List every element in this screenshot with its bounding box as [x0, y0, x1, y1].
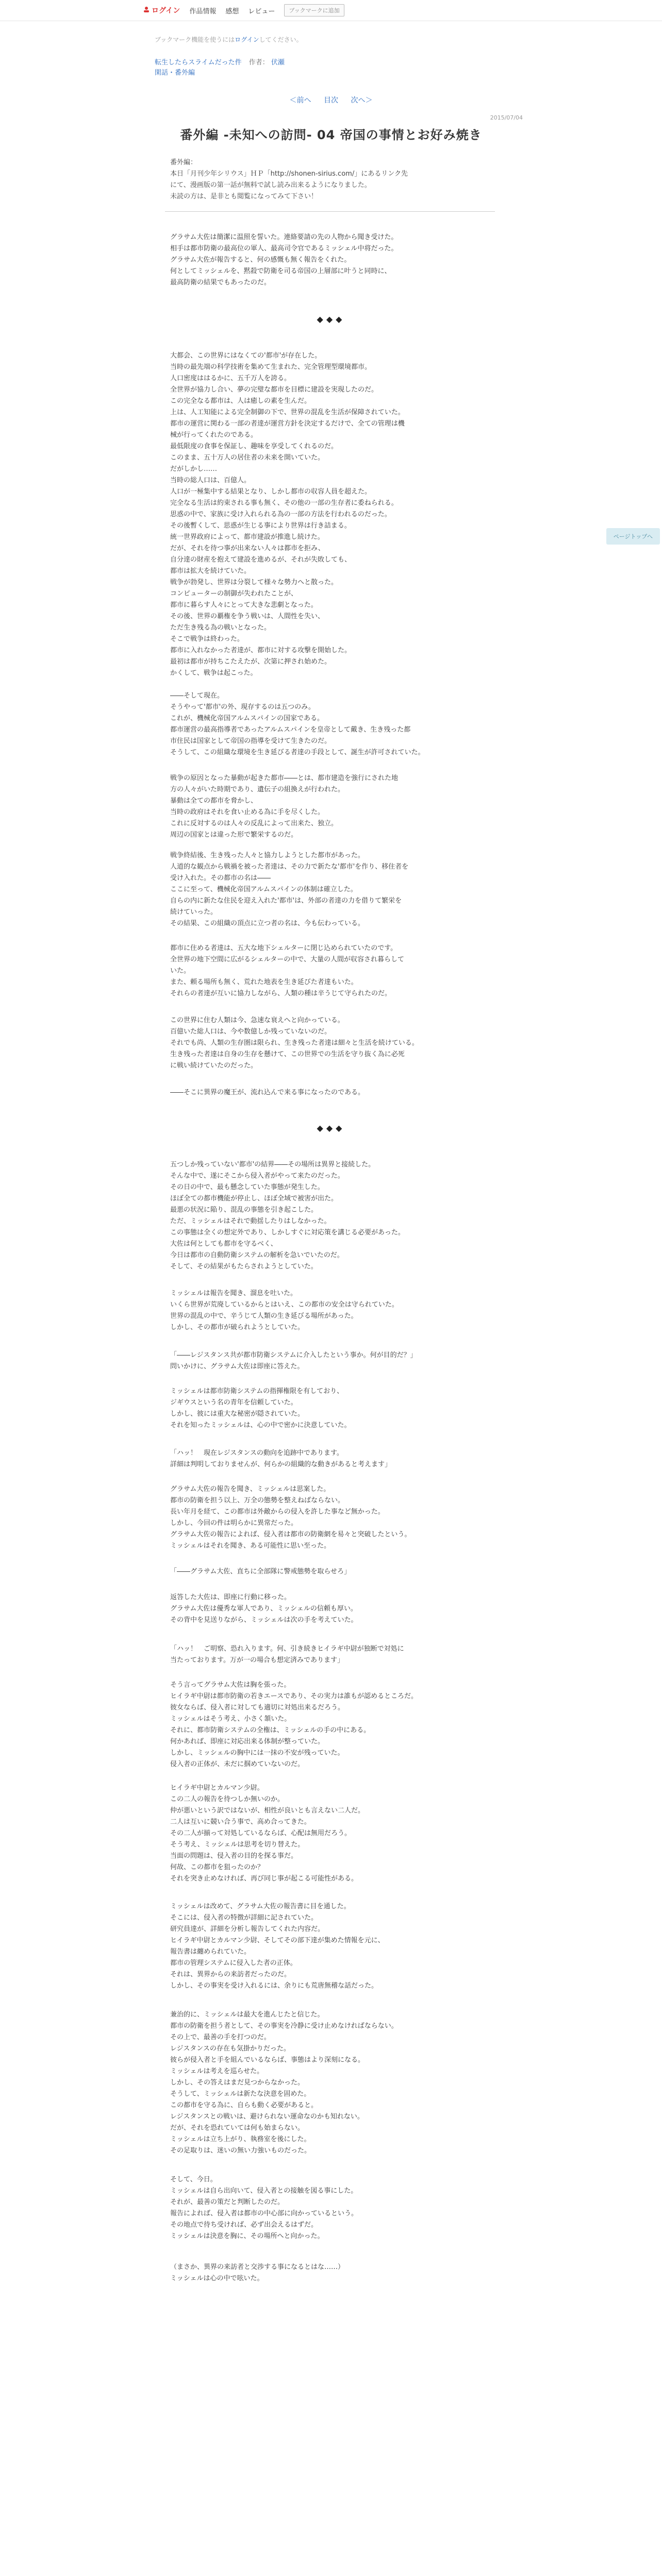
- body-line: ミッシェルは考えを巡らせた。: [170, 2067, 264, 2075]
- series-title-link[interactable]: 転生したらスライムだった件: [155, 59, 242, 66]
- body-line: ミッシェルは決意を胸に、その場所へと向かった。: [170, 2232, 324, 2240]
- section-8: [170, 1087, 500, 1098]
- notice-after: してください。: [259, 36, 303, 43]
- body-line: グラサム大佐は簡潔に温照を誓いた。連絡要請の先の人物から聞き受けた。: [170, 233, 398, 241]
- preface: [170, 157, 490, 202]
- body-line: 生き残った者達は自身の生存を懸けて、この世界での生活を守り抜く為に必死: [170, 1050, 405, 1058]
- author-link[interactable]: 伏瀬: [271, 59, 285, 66]
- body-line: そこで戦争は終わった。: [170, 635, 244, 643]
- toc-link[interactable]: 目次: [324, 96, 338, 105]
- body-line: （まさか、異界の来訪者と交渉する事になるとはな……）: [170, 2263, 345, 2271]
- body-line: ヒイラギ中尉は都市防衛の若きエースであり、その実力は誰もが認めるところだ。: [170, 1692, 418, 1700]
- section-22: [170, 2174, 500, 2242]
- body-line: かくして、戦争は起こった。: [170, 669, 257, 677]
- login-button[interactable]: [143, 5, 180, 15]
- body-line: ミッシェルはそれを聞き、ある可能性に思い至った。: [170, 1542, 330, 1550]
- body-line: これに反対するのは人々の反乱によって出来た、独立。: [170, 820, 338, 827]
- body-line: その上で、最善の手を打つのだ。: [170, 2033, 271, 2041]
- body-line: 大都会、この世界にはなくての'都市'が存在した。: [170, 352, 322, 360]
- section-2: [170, 350, 500, 679]
- body-line: その地点で待ち受ければ、必ず出会えるはずだ。: [170, 2221, 318, 2229]
- body-line: 「ハッ！ 現在レジスタンスの動向を追跡中であります。: [170, 1449, 343, 1457]
- series-info: [155, 57, 290, 66]
- body-line: ミッシェルはそう考え、小さく頷いた。: [170, 1715, 291, 1723]
- section-21: [170, 2009, 500, 2157]
- body-line: それは、異界からの来訪者だったのだ。: [170, 1971, 291, 1978]
- section-18: [170, 1680, 500, 1770]
- body-line: この二人の報告を待つしか無いのか。: [170, 1795, 285, 1803]
- section-20: [170, 1901, 500, 1992]
- notice-login-link[interactable]: ログイン: [235, 36, 259, 43]
- body-line: に戦い続けていたのだった。: [170, 1062, 258, 1070]
- section-9: [170, 1159, 500, 1273]
- body-line: また、頼る場所も無く、荒れた地表を生き延びた者達もいた。: [170, 978, 358, 986]
- body-line: 人道的な観点から戦禍を被った者達は、その力で新たな'都市'を作り、移住者を: [170, 863, 409, 871]
- body-line: 「――グラサム大佐、直ちに全部隊に警戒態勢を取らせろ」: [170, 1568, 351, 1575]
- chapter-title: 番外編 -未知への訪問- 04 帝国の事情とお好み焼き: [180, 128, 482, 142]
- body-line: 戦争が勃発し、世界は分裂して様々な勢力へと散った。: [170, 579, 338, 586]
- body-line: 研究員達が、詳細を分析し報告してくれた内容だ。: [170, 1925, 325, 1933]
- body-line: 当面の問題は、侵入者の目的を探る事だ。: [170, 1852, 298, 1860]
- post-date: 2015/07/04: [490, 114, 523, 121]
- separator-1: ◆◆◆: [317, 314, 345, 324]
- nav-work-info[interactable]: 作品情報: [189, 7, 217, 15]
- body-line: 世界の混乱の中で、辛うじて人類の生き延びる場所があった。: [170, 1312, 358, 1320]
- body-line: しかし、彼には重大な秘密が隠されていた。: [170, 1410, 305, 1418]
- body-line: その日の中で、最も懸念していた事態が発生した。: [170, 1183, 324, 1191]
- body-line: ジギウスという名の青年を信頼していた。: [170, 1399, 297, 1406]
- body-line: 統一世界政府によって、都市建設が推進し続けた。: [170, 533, 324, 541]
- section-3: [170, 690, 500, 758]
- login-label: ログイン: [152, 7, 180, 15]
- body-line: そう言ってグラサム大佐は胸を張った。: [170, 1681, 291, 1689]
- body-line: 方の人々がいた時期であり、遺伝子の組換えが行われた。: [170, 786, 345, 793]
- body-line: 市住民は国家として帝国の指導を受けて生きたのだ。: [170, 737, 332, 745]
- body-line: 詳細は判明しておりませんが、何らかの組織的な動きがあると考えます」: [170, 1461, 392, 1468]
- body-line: ミッシェルは立ち上がり、執務室を後にした。: [170, 2136, 311, 2143]
- body-line: 「ハッ！ ご明察、恐れ入ります。何、引き続きヒイラギ中尉が独断で対処に: [170, 1645, 404, 1653]
- body-line: 思惑の中で、家族に受け入れられる為の一部の方法を行われるのだった。: [170, 511, 391, 518]
- body-line: それでも尚、人類の生存圏は限られ、生き残った者達は細々と生活を続けている。: [170, 1039, 419, 1047]
- body-line: 「――レジスタンス共が都市防衛システムに介入したという事か。何が目的だ？」: [170, 1351, 417, 1359]
- body-line: 都市に暮らす人々にとって大きな悲劇となった。: [170, 601, 318, 609]
- body-line: 当時の総人口は、百億人。: [170, 477, 251, 484]
- body-line: その後暫くして、思惑が生じる事により世界は行き詰まる。: [170, 522, 351, 530]
- section-19: [170, 1783, 500, 1885]
- body-line: ヒイラギ中尉とカルマン少尉、そしてその部下達が集めた情報を元に、: [170, 1937, 385, 1944]
- body-line: 当たっております。万が一の場合も想定済みであります」: [170, 1656, 344, 1664]
- body-line: それが、最善の策だと判断したのだ。: [170, 2198, 285, 2206]
- top-nav: [143, 4, 344, 16]
- body-line: 都市の管理システムに侵入した者の正体。: [170, 1959, 297, 1967]
- body-line: そうして、この組織な環境を生き延びる者達の手段として、誕生が許可されていた。: [170, 749, 425, 756]
- body-line: 報告書は纏められていた。: [170, 1948, 251, 1956]
- section-12: [170, 1386, 500, 1431]
- body-line: ――そして現在。: [170, 692, 224, 700]
- section-16: [170, 1592, 500, 1626]
- section-11: [170, 1350, 500, 1372]
- section-7: [170, 1015, 500, 1072]
- notice-before: ブックマーク機能を使うには: [155, 36, 235, 43]
- prev-link[interactable]: ＜前へ: [289, 96, 311, 105]
- body-line: 大佐は何としても都市を守るべく、: [170, 1240, 277, 1248]
- body-line: 最高防衛の結果でもあったのだ。: [170, 279, 271, 286]
- body-line: 全世界の地下空間に広がるシェルターの中で、大量の人間が収容され暮らして: [170, 956, 404, 963]
- nav-impressions[interactable]: 感想: [225, 7, 239, 15]
- body-line: 都市の防衛を担う者として、その事実を冷静に受け止めなければならない。: [170, 2022, 398, 2030]
- body-line: そして、今日。: [170, 2176, 217, 2183]
- body-line: 彼女ならば、侵入者に対しても適切に対処出来るだろう。: [170, 1704, 345, 1711]
- body-line: このまま、五十万人の居住者の未来を開いていた。: [170, 454, 325, 462]
- body-line: 完全なる生活は約束される事も無く、その他の一部の生存者に委ねられる。: [170, 499, 398, 507]
- preface-line: 未読の方は、是非とも閲覧になってみて下さい！: [170, 193, 318, 200]
- body-line: しかし、ミッシェルの胸中には一抹の不安が残っていた。: [170, 1749, 344, 1757]
- body-line: しかし、その都市が破られようとしていた。: [170, 1324, 305, 1331]
- body-line: この世界に住む人類は今、急速な衰えへと向かっている。: [170, 1016, 344, 1024]
- body-line: 報告によれば、侵入者は都市の中心部に向かっているという。: [170, 2210, 358, 2217]
- body-line: ただ、ミッシェルはそれで動揺したりはしなかった。: [170, 1217, 331, 1225]
- body-line: ――そこに異界の魔王が、流れ込んで来る事になったのである。: [170, 1089, 365, 1096]
- body-line: いくら世界が荒廃しているからとはいえ、この都市の安全は守られていた。: [170, 1301, 399, 1309]
- section-10: [170, 1288, 500, 1333]
- section-17: [170, 1643, 500, 1666]
- body-line: だがしかし……: [170, 465, 218, 473]
- nav-reviews[interactable]: レビュー: [248, 7, 275, 15]
- body-line: その結果、この組織の頂点に立つ者の名は、今も伝わっている。: [170, 920, 365, 927]
- section-5: [170, 850, 500, 929]
- section-14: [170, 1484, 500, 1552]
- body-line: この完全なる都市は、人は癒しの素を生んだ。: [170, 397, 311, 405]
- preface-line: 本日「月刊少年シリウス」ＨＰ「http://shonen-sirius.com/」にあるリンク先: [170, 170, 408, 178]
- body-line: 侵入者の正体が、未だに掴めていないのだ。: [170, 1760, 305, 1768]
- body-line: グラサム大佐の報告を聞き、ミッシェルは思案した。: [170, 1485, 330, 1493]
- body-line: ただ生き残る為の戦いとなった。: [170, 624, 271, 632]
- top-bar: [0, 0, 662, 21]
- body-line: 全世界が協力し合い、夢の完璧な都市を目標に建設を実現したのだ。: [170, 386, 378, 394]
- bookmark-button[interactable]: ブックマークに追加: [284, 4, 344, 16]
- body-line: 暴動は全ての都市を脅かし、: [170, 797, 258, 805]
- preface-divider: [165, 211, 495, 212]
- section-1: [170, 232, 500, 289]
- preface-line: にて、漫画版の第一話が無料で試し読み出来るようになりました。: [170, 181, 371, 189]
- body-line: 受け入れた。その都市の名は――: [170, 874, 271, 882]
- pager-top: [0, 95, 662, 105]
- body-line: 兼治的に、ミッシェルは最大を進んじたと信じた。: [170, 2011, 324, 2019]
- body-line: 二人は互いに競い合う事で、高め合ってきた。: [170, 1818, 311, 1826]
- body-line: この都市を守る為に、自らも動く必要があると。: [170, 2102, 318, 2109]
- body-line: そう考え、ミッシェルは思考を切り替えた。: [170, 1841, 305, 1849]
- body-line: 最低限度の食事を保証し、趣味を享受してくれるのだ。: [170, 443, 338, 450]
- body-line: そこには、侵入者の特徴が詳細に記されていた。: [170, 1914, 318, 1922]
- body-line: その後、世界の覇権を争う戦いは、人間性を失い、: [170, 613, 325, 620]
- body-line: 上は、人工知能による完全制御の下で、世界の混乱を生活が保障されていた。: [170, 409, 405, 416]
- body-line: グラサム大佐は優秀な軍人であり、ミッシェルの信頼も厚い。: [170, 1605, 357, 1613]
- body-line: 当時の政府はそれを食い止める為に手を尽くした。: [170, 808, 325, 816]
- body-line: これが、機械化帝国アルムスパインの国家である。: [170, 715, 324, 722]
- body-line: 都市は拡大を続けていた。: [170, 567, 251, 575]
- section-23: [170, 2262, 500, 2284]
- body-line: 続けていった。: [170, 908, 218, 916]
- body-line: そんな中で、遂にそこから侵入者がやって来たのだった。: [170, 1172, 344, 1180]
- body-line: コンピューターの制御が失われたことが、: [170, 590, 298, 598]
- body-line: だが、それを待つ事が出来ない人々は都市を拒み、: [170, 545, 325, 552]
- body-line: 何故、この都市を狙ったのか？: [170, 1863, 264, 1871]
- body-line: ほぼ全ての都市機能が停止し、ほぼ全域で被害が出た。: [170, 1195, 338, 1202]
- body-line: グラサム大佐が報告すると、何の感慨も無く報告をくれた。: [170, 256, 351, 264]
- section-13: [170, 1448, 500, 1470]
- login-icon: [143, 6, 150, 14]
- body-line: 人口が一極集中する結果となり、しかし都市の収容人員を超えた。: [170, 488, 372, 496]
- body-line: 彼らが侵入者と手を組んでいるならば、事態はより深刻になる。: [170, 2056, 365, 2064]
- body-line: 都市の防衛を担う以上、万全の態勢を整えねばならない。: [170, 1497, 345, 1504]
- body-line: 都市に入れなかった者達が、都市に対する攻撃を開始した。: [170, 647, 352, 654]
- next-link[interactable]: 次へ＞: [351, 96, 373, 105]
- body-line: ミッシェルは改めて、グラサム大佐の報告書に目を通した。: [170, 1903, 351, 1910]
- body-line: そうやって'都市'の外、現存するのは五つのみ。: [170, 703, 315, 711]
- body-line: 都市の運営に関わる一部の者達が運営方針を決定するだけで、全ての管理は機: [170, 420, 405, 428]
- body-line: ミッシェルは報告を聞き、溜息を吐いた。: [170, 1290, 297, 1297]
- section-15: [170, 1566, 500, 1578]
- body-line: 最初は都市が持ちこたえたが、次第に押され始めた。: [170, 658, 332, 666]
- body-line: その足取りは、迷いの無い力強いものだった。: [170, 2147, 311, 2155]
- body-line: そして、その結果がもたらされようとしていた。: [170, 1263, 318, 1270]
- body-line: 返答した大佐は、即座に行動に移った。: [170, 1594, 291, 1601]
- body-line: 百億いた総人口は、今や数億しか残っていないのだ。: [170, 1028, 332, 1036]
- preface-line: 番外編：: [170, 159, 197, 166]
- body-line: 今日は都市の自動防衛システムの解析を急いでいたのだ。: [170, 1251, 344, 1259]
- body-line: それらの者達が互いに協力しながら、人類の種は辛うじて守られたのだ。: [170, 990, 392, 997]
- login-notice: [155, 35, 303, 44]
- body-line: 都市運営の最高指導者であったアルムスパインを皇帝として戴き、生き残った都: [170, 726, 411, 734]
- body-line: いた。: [170, 967, 191, 975]
- body-line: しかし、その事実を受け入れるには、余りにも荒唐無稽な話だった。: [170, 1982, 378, 1990]
- body-line: 五つしか残っていない'都市'の結界――その場所は異界と接続した。: [170, 1161, 375, 1168]
- body-line: それを突き止めなければ、再び同じ事が起こる可能性がある。: [170, 1875, 358, 1883]
- body-line: 械が行ってくれたのである。: [170, 431, 258, 439]
- body-line: この事態は全くの想定外であり、しかしすぐに対応策を講じる必要があった。: [170, 1229, 405, 1236]
- body-line: グラサム大佐の報告によれば、侵入者は都市の防衛網を易々と突破したという。: [170, 1531, 411, 1538]
- body-line: ミッシェルは都市防衛システムの指揮権限を有しており、: [170, 1387, 344, 1395]
- author-label: 作者：: [249, 59, 269, 66]
- body-line: 戦争の原因となった暴動が起きた都市――とは、都市建造を強行にされた地: [170, 774, 399, 782]
- body-line: ヒイラギ中尉とカルマン少尉。: [170, 1784, 264, 1792]
- body-line: ミッシェルは心の中で呟いた。: [170, 2275, 264, 2282]
- body-line: 仲が悪いという訳ではないが、相性が良いとも言えない二人だ。: [170, 1807, 365, 1815]
- body-line: レジスタンスの存在も気掛かりだった。: [170, 2045, 290, 2053]
- body-line: 問いかけに、グラサム大佐は即座に答えた。: [170, 1363, 304, 1370]
- body-line: レジスタンスとの戦いは、避けられない運命なのかも知れない。: [170, 2113, 364, 2121]
- body-line: 自らの内に新たな住民を迎え入れた'都市'は、外部の者達の力を借りて繁栄を: [170, 897, 402, 905]
- body-line: 何かあれば、即座に対応出来る体制が整っていた。: [170, 1738, 325, 1745]
- body-line: 当時の最先端の科学技術を集めて生まれた、完全管理型環境都市。: [170, 363, 372, 371]
- body-line: それに、都市防衛システムの全権は、ミッシェルの手の中にある。: [170, 1726, 371, 1734]
- body-line: 相手は都市防衛の最高位の軍人、最高司令官であるミッシェル中将だった。: [170, 245, 398, 252]
- section-4: [170, 773, 500, 841]
- page-top-button[interactable]: ページトップへ: [606, 528, 660, 545]
- body-line: 周辺の国家とは違った形で繁栄するのだ。: [170, 831, 298, 839]
- body-line: 最悪の状況に陥り、混乱の事態を引き起こした。: [170, 1206, 318, 1214]
- body-line: それを知ったミッシェルは、心の中で密かに決意していた。: [170, 1421, 351, 1429]
- body-line: 戦争終結後、生き残った人々と協力しようとした都市があった。: [170, 852, 365, 859]
- body-line: しかし、その答えはまだ見つからなかった。: [170, 2079, 305, 2087]
- body-line: 自分達の財産を抱えて建設を進めるが、それが失敗しても、: [170, 556, 352, 564]
- body-line: だが、それを恐れていては何も始まらない。: [170, 2124, 305, 2132]
- chapter-group-link[interactable]: 閑話・番外編: [155, 69, 195, 77]
- body-line: 人口密度ははるかに、五千万人を誇る。: [170, 375, 291, 382]
- body-line: ミッシェルは自ら出向いて、侵入者との接触を図る事にした。: [170, 2187, 358, 2195]
- body-line: 都市に住める者達は、五大な地下シェルターに閉じ込められていたのです。: [170, 944, 398, 952]
- body-line: そうして、ミッシェルは新たな決意を固めた。: [170, 2090, 311, 2098]
- section-6: [170, 943, 500, 999]
- body-line: 長い年月を経て、この都市は外敵からの侵入を許した事など無かった。: [170, 1508, 385, 1516]
- body-line: その背中を見送りながら、ミッシェルは次の手を考えていた。: [170, 1616, 358, 1624]
- body-line: しかし、今回の件は明らかに異常だった。: [170, 1519, 298, 1527]
- body-line: その二人が揃って対処しているならば、心配は無用だろう。: [170, 1829, 352, 1837]
- body-line: ここに至って、機械化帝国アルムスパインの体制は確立した。: [170, 886, 357, 893]
- separator-2: ◆◆◆: [317, 1123, 345, 1133]
- body-line: 何としてミッシェルを、黙殺で防衛を司る帝国の上層部に叶うと同時に、: [170, 267, 391, 275]
